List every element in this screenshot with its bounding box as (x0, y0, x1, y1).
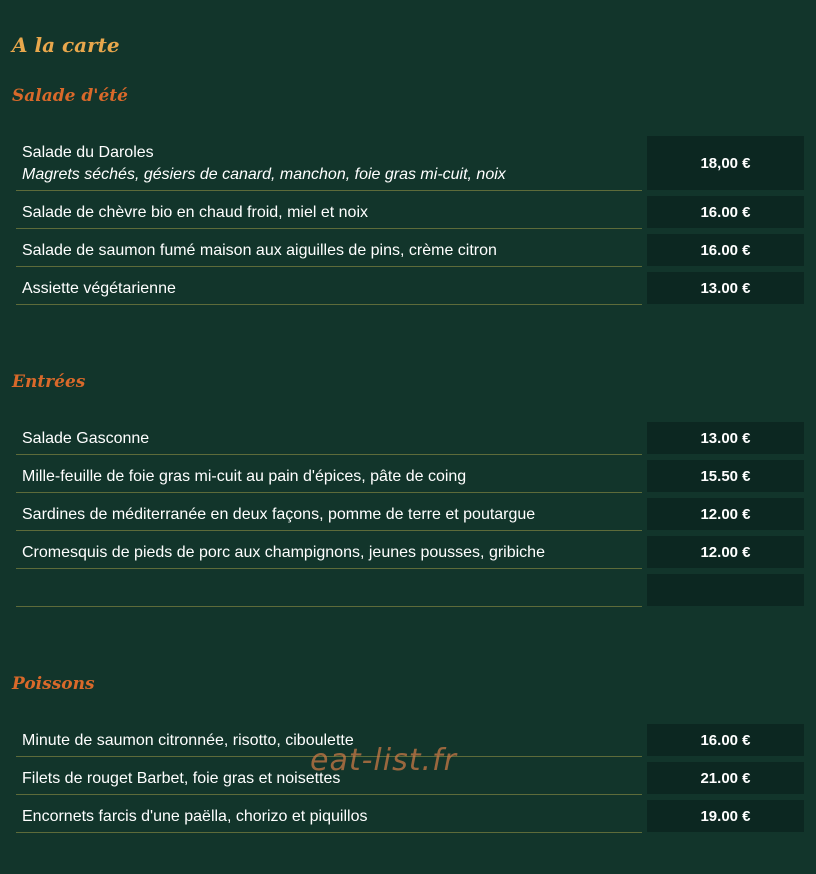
item-price-cell (647, 272, 804, 304)
menu-item (16, 460, 804, 493)
item-name-cell (16, 536, 642, 569)
item-price-cell (647, 196, 804, 228)
item-name: Cromesquis de pieds de porc aux champignons, jeunes pousses, gribiche (22, 544, 545, 561)
item-price: 16.00 € (700, 732, 751, 749)
item-name: Encornets farcis d'une paëlla, chorizo et piquillos (22, 808, 368, 825)
item-description: Magrets séchés, gésiers de canard, manchon, foie gras mi-cuit, noix (22, 166, 506, 183)
item-price: 19.00 € (700, 808, 751, 825)
item-name: Salade de saumon fumé maison aux aiguilles de pins, crème citron (22, 242, 497, 259)
menu-item (16, 234, 804, 267)
item-price: 16.00 € (700, 242, 751, 259)
item-name-cell (16, 136, 642, 191)
item-price-cell (647, 574, 804, 606)
item-price: 18,00 € (700, 155, 751, 172)
item-price: 12.00 € (700, 506, 751, 523)
item-name-cell (16, 272, 642, 305)
menu-item (16, 272, 804, 305)
section-title-poissons: Poissons (12, 674, 95, 694)
item-price-cell (647, 800, 804, 832)
item-price-cell (647, 234, 804, 266)
item-price: 13.00 € (700, 280, 751, 297)
section-title-salade: Salade d'été (12, 86, 128, 106)
item-name: Salade du Daroles (22, 144, 154, 161)
item-name-cell (16, 422, 642, 455)
item-name-cell (16, 498, 642, 531)
item-price: 12.00 € (700, 544, 751, 561)
item-name-cell (16, 196, 642, 229)
menu-item (16, 498, 804, 531)
menu-item (16, 136, 804, 191)
item-price: 13.00 € (700, 430, 751, 447)
menu-item-empty (16, 574, 804, 607)
item-name: Sardines de méditerranée en deux façons, pomme de terre et poutargue (22, 506, 536, 523)
item-price-cell (647, 460, 804, 492)
menu-item (16, 800, 804, 833)
item-price-cell (647, 762, 804, 794)
item-name-cell (16, 574, 642, 607)
item-price-cell (647, 422, 804, 454)
menu-item (16, 196, 804, 229)
item-price-cell (647, 136, 804, 190)
item-price: 16.00 € (700, 204, 751, 221)
menu-item (16, 422, 804, 455)
item-name: Salade de chèvre bio en chaud froid, miel et noix (22, 204, 368, 221)
item-name: Filets de rouget Barbet, foie gras et noisettes (22, 770, 341, 787)
item-name: Mille-feuille de foie gras mi-cuit au pain d'épices, pâte de coing (22, 468, 467, 485)
item-name-cell (16, 800, 642, 833)
menu-item (16, 536, 804, 569)
section-title-entrees: Entrées (12, 372, 86, 392)
item-price: 21.00 € (700, 770, 751, 787)
watermark: eat-list.fr (310, 743, 457, 778)
page-title: A la carte (12, 33, 120, 57)
item-price-cell (647, 498, 804, 530)
item-name-cell (16, 460, 642, 493)
item-price-cell (647, 724, 804, 756)
item-name: Minute de saumon citronnée, risotto, ciboulette (22, 732, 354, 749)
item-name: Assiette végétarienne (22, 280, 176, 297)
item-price-cell (647, 536, 804, 568)
item-name-cell (16, 234, 642, 267)
item-name: Salade Gasconne (22, 430, 150, 447)
item-price: 15.50 € (700, 468, 751, 485)
